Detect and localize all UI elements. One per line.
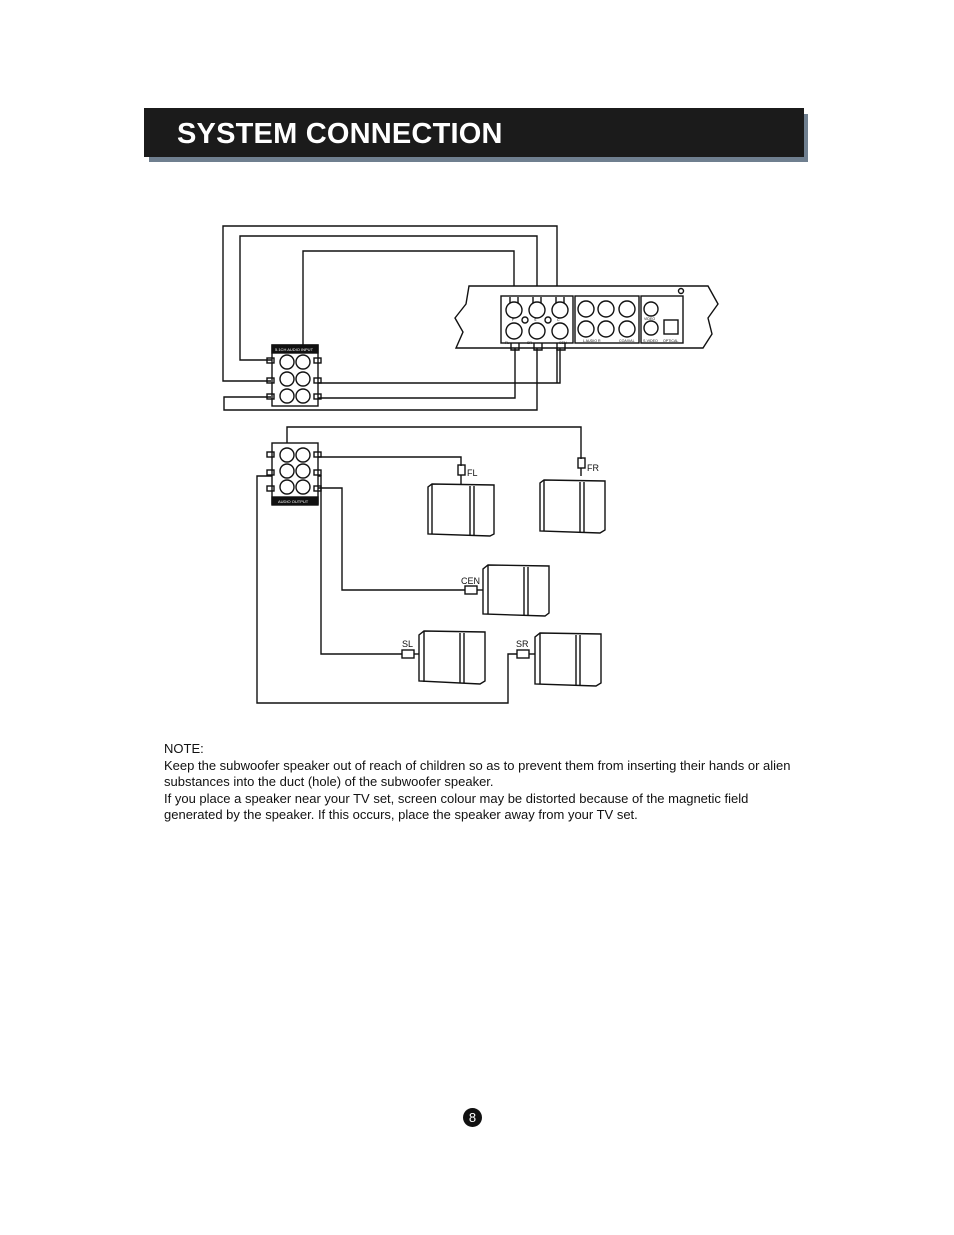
dvd-center-label: C (557, 318, 560, 322)
dvd-optical-label: OPTICAL (663, 339, 679, 343)
amp-output-panel (267, 443, 321, 505)
note-paragraph-1: Keep the subwoofer speaker out of reach of children so as to prevent them from inserting their hands or alien substances into the duct (hole) of the subwoofer speaker. (164, 757, 791, 789)
amp-output-label: AUDIO OUTPUT (278, 499, 309, 504)
speaker-fr (540, 480, 605, 533)
dvd-cen-label: CEN (559, 341, 567, 345)
speaker-fl-label: FL (467, 468, 478, 478)
page-title: SYSTEM CONNECTION (177, 118, 503, 150)
dvd-mid-label: S (534, 318, 537, 322)
speaker-sl (419, 631, 485, 684)
note-paragraph-2: If you place a speaker near your TV set, screen colour may be distorted because of the magnetic field generated by the speaker. If this occurs, place the speaker away from your TV set. (164, 790, 749, 822)
speaker-fr-label: FR (587, 463, 599, 473)
page-number: 8 (463, 1108, 482, 1127)
dvd-coaxial-label: COAXIAL (619, 339, 635, 343)
amp-input-label: 5.1CH AUDIO INPUT (275, 347, 314, 352)
note-block (164, 741, 804, 824)
dvd-svideo-label: S-VIDEO (643, 339, 658, 343)
speaker-sl-label: SL (402, 639, 414, 649)
amp-input-panel (267, 345, 321, 406)
dvd-audio-label: L AUDIO R (583, 339, 601, 343)
note-heading: NOTE: (164, 741, 204, 756)
speaker-fl (428, 484, 494, 536)
speaker-sr (535, 633, 601, 686)
speaker-cen (483, 565, 549, 616)
dvd-video-label: VIDEO (644, 317, 656, 321)
dvd-sr-label: SR (527, 341, 532, 345)
speaker-sr-label: SR (516, 639, 529, 649)
dvd-front-label: F (512, 318, 515, 322)
speaker-cen-label: CEN (461, 576, 481, 586)
dvd-fl-label: FL (505, 341, 510, 345)
